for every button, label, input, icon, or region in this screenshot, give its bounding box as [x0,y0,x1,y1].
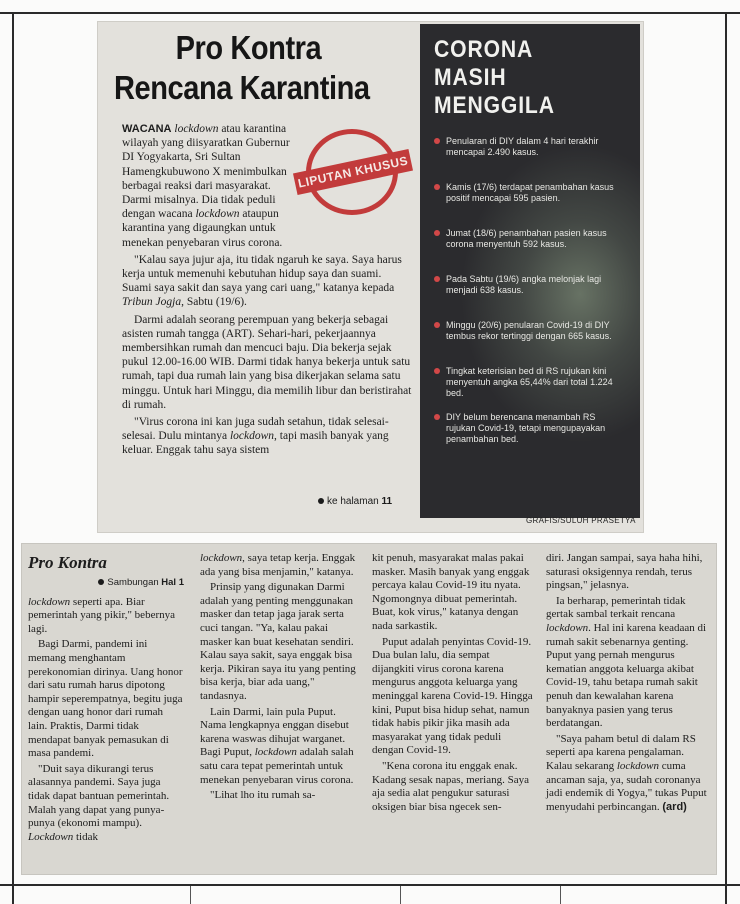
column-4 [546,552,710,816]
jump-prefix: ke halaman [327,496,382,507]
red-bullet-icon [434,230,440,236]
headline [114,28,378,108]
fact-text: DIY belum berencana menambah RS rujukan Covid-19, tetapi mengupayakan penambahan bed. [446,412,606,444]
paragraph [28,596,184,637]
italic-term: lockdown [200,552,243,564]
fact-text: Penularan di DIY dalam 4 hari terakhir mencapai 2.490 kasus. [446,136,599,157]
headline-line-1: Pro Kontra [175,29,322,66]
panel-title-line: MASIH [434,64,507,91]
text: "Kalau saya jujur aja, itu tidak ngaruh ke saya. Saya harus kerja untuk memenuhi kebutuhan hidup saya dan suami. Suami saya sakit dan saya yang cari uang," katanya kepada [122,253,402,295]
fact-item [434,274,624,307]
fact-item [434,136,624,169]
italic-term: lockdown [195,208,240,221]
sheet-border-right [725,12,727,904]
bullet-icon [318,498,324,504]
text: "Saya paham betul di dalam RS seperti apa karena pengalaman. Kalau sekarang [546,732,696,772]
sheet-grid-tick [190,886,191,904]
fact-item [434,182,624,215]
sheet-border-top [0,12,740,14]
italic-term: lockdown [229,430,275,443]
top-clipping [98,22,643,532]
paragraph: diri. Jangan sampai, saya haha hihi, saturasi oksigennya rendah, terus pingsan," jelasnya. [546,552,703,592]
source-name: Tribun Jogja [122,296,182,309]
italic-term: lockdown [616,759,660,772]
paragraph: kit penuh, masyarakat malas pakai masker. Masih banyak yang enggak percaya kalau Covid-19 itu nyata. Ngomongnya dibuat pemerintah. Buat, kok virus," katanya dengan nada sarkastik. [372,552,530,632]
info-panel [420,24,640,518]
stamp-label: LIPUTAN KHUSUS [293,149,413,195]
paragraph: "Kena corona itu enggak enak. Kadang sesak napas, meriang. Saya aja sedia alat pengukur saturasi oksigen biar bisa ngecek sen- [372,759,530,813]
paragraph: Puput adalah penyintas Covid-19. Dua bulan lalu, dia sempat dijangkiti virus corona karena mengurus anggota keluarga yang meninggal karena Covid-19. Hingga kini, Puput bisa hidup sehat, namun tidak habis pikir jika masih ada masyarakat yang tidak peduli dengan Covid-19. [372,635,533,757]
bottom-clipping [22,544,716,874]
text: , saya tetap kerja. Enggak ada yang bisa menjamin," katanya. [200,552,356,578]
sheet-border-bottom [0,884,740,886]
italic-term: Lockdown [28,830,74,843]
fact-text: Jumat (18/6) penambahan pasien kasus corona menyentuh 592 kasus. [446,228,607,249]
continuation-heading: Pro Kontra [28,553,107,572]
sheet-border-left [12,12,14,904]
facts-list [434,136,624,458]
text: adalah salah satu cara tepat pemerintah untuk menekan penyebaran virus corona. [200,746,354,786]
column-1 [28,552,184,846]
text: , tapi masih banyak yang keluar. Enggak tahu saya sistem [122,430,389,457]
fact-item [434,320,624,353]
text: atau karantina wilayah yang diisyaratkan Gubernur DI Yogyakarta, Sri Sultan Hamengkubuwono X menimbulkan berbagai reaksi dari masyarakat. Darmi misalnya. Dia tidak peduli dengan wacana [122,123,290,221]
paragraph: Darmi adalah seorang perempuan yang bekerja sebagai asisten rumah tangga (ART). Sehari-hari, pekerjaannya membersihkan rumah dan mencuci baju. Dia bekerja sejak pukul 12.00-16.00 WIB. Darmi tidak hanya bekerja untuk satu rumah, tapi dua rumah lain yang bisa dikerjakan selama satu minggu. Untuk hari Minggu, dia memilih libur dan beristirahat di rumah. [122,313,412,411]
graphic-credit: GRAFIS/SULUH PRASETYA [526,516,636,525]
paragraph [546,595,710,731]
jump-page-number: 11 [381,496,393,507]
fact-item [434,366,624,399]
red-bullet-icon [434,184,440,190]
author-signature: (ard) [662,800,687,813]
top-article-body [122,122,412,461]
panel-title-line: MENGGILA [434,92,555,119]
sheet-grid-tick [560,886,561,904]
text: "Duit saya dikurangi terus alasannya pandemi. Saya juga tidak dapat bantuan pemerintah. Malah yang dapat yang punya-punya (ekonomi mampu). [28,762,170,830]
continued-on-page [318,496,392,507]
headline-line-2: Rencana Karantina [114,69,370,106]
text: Ia berharap, pemerintah tidak gertak sambal terkait rencana [546,594,686,621]
top-article [98,22,420,532]
text: "Virus corona ini kan juga sudah setahun, tidak selesai-selesai. Dulu mintanya [122,416,389,443]
paragraph [122,122,300,250]
fact-text: Kamis (17/6) terdapat penambahan kasus positif mencapai 595 pasien. [446,182,614,203]
lead-word: WACANA [122,123,172,135]
italic-term: lockdown [28,595,71,608]
paragraph: Prinsip yang digunakan Darmi adalah yang penting menggunakan masker dan tetap jaga jarak serta cuci tangan. "Ya, kalau pakai masker kan buat kesehatan sendiri. Kalau saya sakit, saya enggak bisa kerja. Pikiran saya itu yang penting bisa kerja, biar ada uang," tandasnya. [200,581,356,702]
red-bullet-icon [434,368,440,374]
fact-text: Minggu (20/6) penularan Covid-19 di DIY tembus rekor tertinggi dengan 665 kasus. [446,320,612,341]
panel-title [434,36,610,120]
fact-item [434,228,624,261]
paragraph [122,415,412,458]
fact-text: Pada Sabtu (19/6) angka melonjak lagi menjadi 638 kasus. [446,274,602,295]
paragraph: "Lihat lho itu rumah sa- [210,789,316,802]
continued-from [28,576,184,590]
panel-title-line: CORONA [434,36,534,63]
red-bullet-icon [434,276,440,282]
text: cuma ancaman saja, ya, sudah coronanya jadi endemik di Yogya," tukas Puput menyudahi perbincangan. [546,759,707,813]
text: ataupun karantina yang digaungkan untuk menekan penyebaran virus corona. [122,208,283,249]
text: seperti apa. Biar pemerintah yang pikir," bebernya lagi. [28,595,175,635]
fact-item [434,412,624,445]
bullet-icon [98,579,104,585]
red-bullet-icon [434,138,440,144]
paragraph [122,253,412,310]
sambungan-prefix: Sambungan [107,577,162,588]
text: Lain Darmi, lain pula Puput. Nama lengkapnya enggan disebut karena waswas dihujat warganet. Bagi Puput, [200,705,349,759]
paragraph: Bagi Darmi, pandemi ini memang menghantam perekonomian dirinya. Uang honor dari satu rumah harus dipotong hampir seperempatnya, begitu juga dengan uang honor dari rumah lain. Praktis, Darmi tidak mendapat banyak pemasukan di masa pandemi. [28,638,183,760]
red-bullet-icon [434,322,440,328]
sambungan-page: Hal 1 [161,577,184,588]
red-bullet-icon [434,414,440,420]
text: tidak [73,830,98,843]
paragraph [200,706,356,788]
text: , Sabtu (19/6). [181,296,247,309]
italic-term: lockdown [174,123,219,135]
text: . Hal ini karena keadaan di rumah sakit sebenarnya genting. Puput yang pernah mengurus kematian anggota keluarga akibat Covid-19, tahu betapa rumah sakit penuh dan kewalahan karena banyaknya pasien yang terus berdatangan. [546,621,707,730]
italic-term: lockdown [254,746,297,759]
paragraph [200,552,356,579]
paragraph [28,763,184,845]
paragraph [546,733,710,815]
sheet-grid-tick [400,886,401,904]
fact-text: Tingkat keterisian bed di RS rujukan kini menyentuh angka 65,44% dari total 1.224 bed. [446,366,613,398]
italic-term: lockdown [546,621,589,634]
column-3 [372,552,534,816]
column-2 [200,552,356,805]
